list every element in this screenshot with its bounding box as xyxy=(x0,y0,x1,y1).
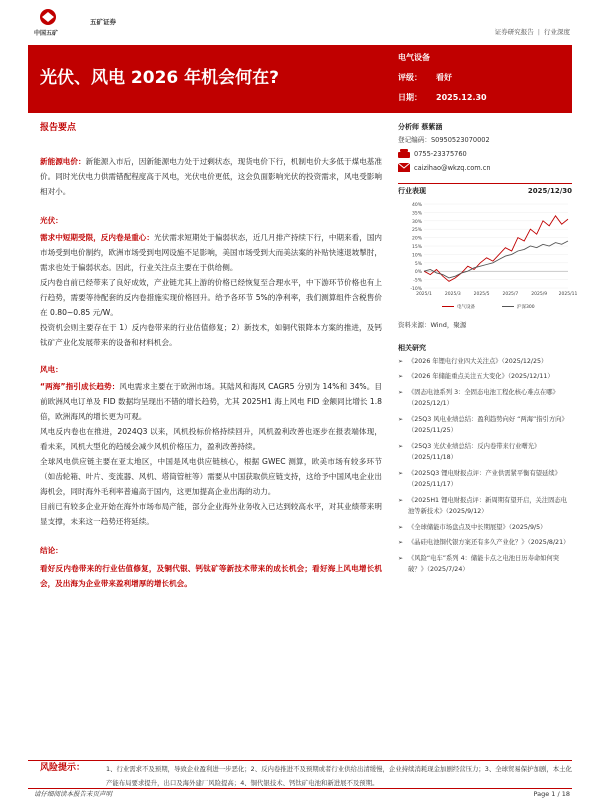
related-research-item[interactable] xyxy=(398,356,572,368)
bullet-arrow-icon: ➢ xyxy=(398,388,404,396)
related-research-text: 《全球储能市场盘点及中长期展望》（2025/9/5） xyxy=(408,523,547,531)
company-logo xyxy=(28,8,138,38)
industry-name: 电气设备 xyxy=(398,53,430,62)
date-row xyxy=(398,88,568,108)
bullet-arrow-icon: ➢ xyxy=(398,415,404,423)
date-label: 日期： xyxy=(398,93,422,102)
related-research-text: 《25Q3 光伏业绩总结：反内卷带来行业曙光》（2025/11/18） xyxy=(408,442,541,462)
pv-title: 光伏： xyxy=(40,215,63,225)
group-name: 中国五矿 xyxy=(34,30,59,37)
bullet-arrow-icon: ➢ xyxy=(398,496,404,504)
date-value: 2025.12.30 xyxy=(436,93,487,102)
x-tick-label: 2025/1 xyxy=(416,292,432,297)
report-category: 行业深度 xyxy=(544,28,570,36)
pv-text-1: 光伏需求短期处于偏弱状态，近几月排产持续下行，中期来看，国内市场受到电价制约，欧洲市场受到电网设施不足影响，美国市场受到大而美法案的补贴快速退坡掣肘，需求也处于偏弱状态。因此，行业关注点主要在于供给侧。 xyxy=(40,232,383,272)
bullet-arrow-icon: ➢ xyxy=(398,442,404,450)
related-research-text: 《2025Q3 锂电财报点评：产业供需紧平衡有望延续》（2025/11/17） xyxy=(408,469,561,489)
bullet-arrow-icon: ➢ xyxy=(398,554,404,562)
rating-label: 评级： xyxy=(398,73,422,82)
wind-paragraph-2: 风电反内卷也在推进，2024Q3 以来，风机投标价格持续回升，风机盈利改善也逐步在报表端体现，看未来，风机大型化的趋缓会减少风机价格压力，盈利改善持续。 xyxy=(40,427,382,452)
report-title: 光伏、风电 2026 年机会何在? xyxy=(40,68,280,88)
bullet-arrow-icon: ➢ xyxy=(398,539,404,547)
report-type-line: 证券研究报告 | 行业深度 xyxy=(494,28,570,36)
y-tick-label: 0% xyxy=(414,270,422,276)
wind-subtitle: “两海”指引成长趋势： xyxy=(40,382,120,392)
conclusion-title: 结论： xyxy=(40,546,63,556)
analyst-email-row xyxy=(398,161,572,175)
series-line xyxy=(424,216,568,281)
legend-label: 电气设备 xyxy=(457,305,475,310)
bullet-arrow-icon: ➢ xyxy=(398,523,404,531)
x-tick-label: 2025/3 xyxy=(444,292,461,297)
chart-source: 资料来源：Wind，聚源 xyxy=(398,321,467,330)
related-research-list xyxy=(398,356,572,576)
bullet-arrow-icon: ➢ xyxy=(398,373,404,381)
related-research-item[interactable] xyxy=(398,495,572,518)
y-tick-label: 15% xyxy=(411,245,422,250)
related-research-text: 《风险“电车”系列 4：储能卡点之电池日历寿命如何突破？》（2025/7/24） xyxy=(408,554,560,574)
related-research-text: 《固态电池系列 3：全固态电池工程化核心难点在哪》（2025/12/1） xyxy=(408,388,559,408)
y-tick-label: 20% xyxy=(411,236,422,242)
related-research-text: 《2026 年储能重点关注五大变化》（2025/12/11） xyxy=(408,373,554,381)
related-research-item[interactable] xyxy=(398,414,572,437)
risk-divider xyxy=(28,760,572,761)
page-number: Page 1 / 18 xyxy=(533,790,570,798)
footer-disclaimer: 请仔细阅读本报告末页声明 xyxy=(34,790,112,798)
rating-box xyxy=(398,48,568,108)
related-research-text: 《2026 年锂电行业四大关注点》（2025/12/25） xyxy=(408,357,548,365)
phone-icon xyxy=(398,149,410,158)
reg-number: S0950523070002 xyxy=(430,135,490,144)
reg-label: 登记编码： xyxy=(398,135,431,144)
rating-value: 看好 xyxy=(436,73,452,82)
x-tick-label: 2025/9 xyxy=(531,292,548,297)
wind-title: 风电： xyxy=(40,364,63,374)
bullet-arrow-icon: ➢ xyxy=(398,469,404,477)
x-tick-label: 2025/5 xyxy=(473,292,490,297)
sidebar-column xyxy=(398,122,578,580)
y-tick-label: 40% xyxy=(411,203,422,208)
pv-paragraph-2: 反内卷自前已经带来了良好成效，产业链尤其上游的价格已经恢复至合理水平，中下游环节价格也有上行趋势，需要等待配套的反内卷措施实现价格回升。给予各环节 5%的净利率，我们测算组件含税售价在 0.80~0.85 元/W。 xyxy=(40,277,382,317)
related-research-item[interactable] xyxy=(398,468,572,491)
series-line xyxy=(424,241,568,278)
y-tick-label: -5% xyxy=(413,278,422,284)
analyst-reg xyxy=(398,133,572,147)
minmetals-logo-icon xyxy=(34,8,62,28)
pv-paragraph-3: 投资机会则主要存在于 1）反内卷带来的行业估值修复；2）新技术，如铜代银降本方案的推进，及钙钛矿产业化发展带来的设备和材料机会。 xyxy=(40,322,382,347)
pv-subtitle: 需求中短期受限，反内卷是重心： xyxy=(40,232,155,242)
y-tick-label: -10% xyxy=(410,287,422,292)
new-energy-text: 新能源入市后，因新能源电力处于过剩状态，现货电价下行，机制电价大多低于煤电基准价。同时光伏电力供需错配程度高于风电，光伏电价更低，这会负面影响光伏的投资需求，风电受影响相对小。 xyxy=(40,156,383,196)
related-research-item[interactable] xyxy=(398,522,572,534)
summary-title: 报告要点 xyxy=(40,123,77,133)
analyst-phone-row xyxy=(398,147,572,161)
risk-label: 风险提示： xyxy=(40,763,86,773)
new-energy-label: 新能源电价： xyxy=(40,156,86,166)
x-tick-label: 2025/11 xyxy=(558,292,578,297)
wind-paragraph-4: 目前已有较多企业开始在海外市场布局产能，部分企业海外业务收入已达到较高水平，对其业绩带来明显支撑，未来这一趋势还将延续。 xyxy=(40,502,382,527)
y-tick-label: 30% xyxy=(411,219,422,225)
analyst-email[interactable]: caizihao@wkzq.com.cn xyxy=(414,163,491,172)
related-research-text: 《晶硅电池铜代银方案还有多久产业化？》（2025/8/21） xyxy=(408,539,570,547)
bullet-arrow-icon: ➢ xyxy=(398,357,404,365)
summary-column xyxy=(40,122,382,591)
wind-paragraph-3: 全球风电供应链主要在亚太地区，中国是风电供应链核心，根据 GWEC 测算，欧美市场有较多环节（如齿轮箱、叶片、变流器、风机、塔筒管桩等）需要从中国获取供应链支持，这给予中国风电企业出海机会，同时海外毛利率普遍高于国内，这更加提高企业出海的动力。 xyxy=(40,457,382,497)
company-name: 五矿证券 xyxy=(90,18,116,26)
new-energy-paragraph xyxy=(40,154,382,199)
performance-title: 行业表现 xyxy=(398,186,426,195)
related-research-title: 相关研究 xyxy=(398,344,426,353)
rating-row xyxy=(398,68,568,88)
wind-paragraph-1 xyxy=(40,379,382,424)
related-research-text: 《2025H1 锂电财报点评：新周期有望开启，关注固态电池等新技术》（2025/9/12） xyxy=(408,496,568,516)
analyst-phone: 0755-23375760 xyxy=(414,149,467,158)
performance-chart xyxy=(398,196,578,316)
pv-paragraph-1 xyxy=(40,230,382,275)
y-tick-label: 10% xyxy=(411,253,422,259)
footer-divider xyxy=(28,788,572,789)
performance-header xyxy=(398,183,572,197)
x-tick-label: 2025/7 xyxy=(502,292,519,297)
y-tick-label: 35% xyxy=(411,211,422,217)
report-type: 证券研究报告 xyxy=(494,28,534,36)
related-research-item[interactable] xyxy=(398,371,572,383)
risk-text: 1、行业需求不及预期，导致企业盈利进一步恶化；2、反内卷推进不及预期或者行业供给出清缓慢，企业持续消耗现金加剧经营压力；3、全球贸易保护加剧，本土化产能布局要求提升，出口及海外建厂风险提高；4、铜代银技术、钙钛矿电池和新进展不及预期。 xyxy=(106,765,572,787)
wind-text-1: 风电需求主要在于欧洲市场。其陆风和海风 CAGR5 分别为 14%和 34%。目前欧洲风电订单及 FID 数据均呈现出不错的增长趋势，尤其 2025H1 海上风电 FID 金额同比增长 1.8 倍，欧洲海风的增长更为可观。 xyxy=(40,382,383,422)
analyst-name: 分析师 蔡紫涵 xyxy=(398,123,443,131)
related-research-item[interactable] xyxy=(398,441,572,464)
y-tick-label: 25% xyxy=(411,228,422,234)
conclusion-text: 看好反内卷带来的行业估值修复，及铜代银、钙钛矿等新技术带来的成长机会；看好海上风电增长机会，及出海为企业带来盈利增厚的增长机会。 xyxy=(40,563,382,588)
performance-date: 2025/12/30 xyxy=(527,186,572,195)
y-tick-label: 5% xyxy=(414,261,422,267)
related-research-item[interactable] xyxy=(398,553,572,576)
related-research-item[interactable] xyxy=(398,537,572,549)
email-icon xyxy=(398,163,410,172)
related-research-text: 《25Q3 风电业绩总结：盈利趋势向好 “两海”指引方向》（2025/11/25） xyxy=(408,415,568,435)
related-research-item[interactable] xyxy=(398,387,572,410)
legend-label: 沪深300 xyxy=(517,305,535,310)
